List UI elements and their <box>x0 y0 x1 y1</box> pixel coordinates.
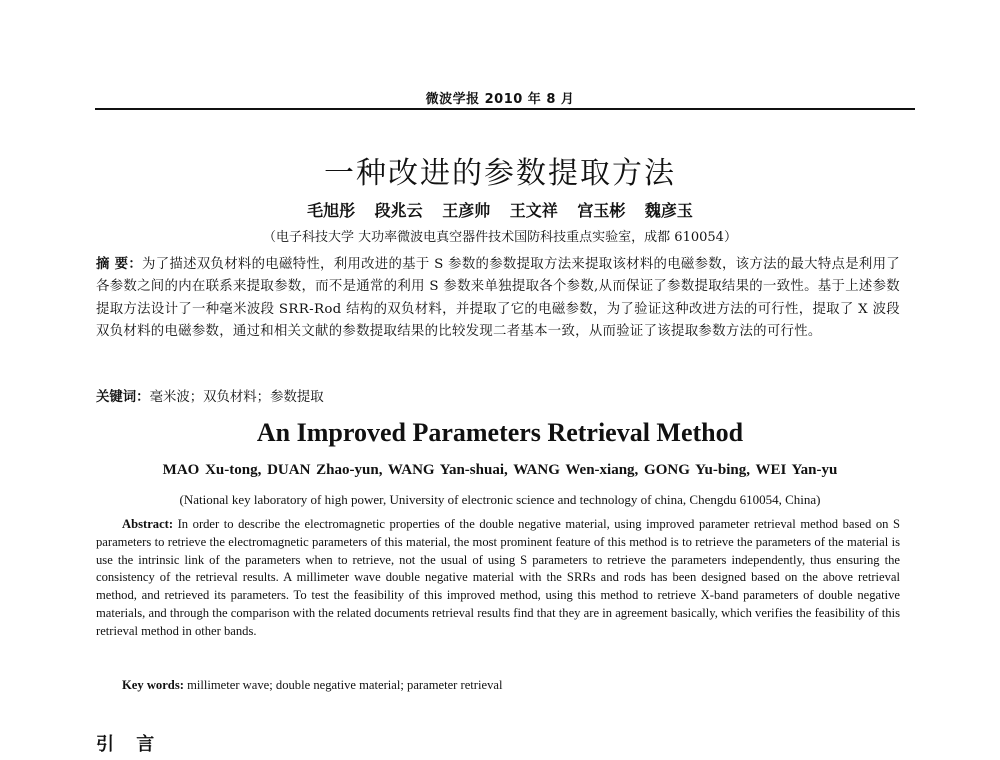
chinese-authors: 毛旭彤 段兆云 王彦帅 王文祥 宫玉彬 魏彦玉 <box>307 201 693 220</box>
journal-header: 微波学报 2010 年 8 月 <box>425 92 575 107</box>
chinese-abstract-text: 为了描述双负材料的电磁特性，利用改进的基于 S 参数的参数提取方法来提取该材料的电磁参数，该方法的最大特点是利用了各参数之间的内在联系来提取参数，而不是通常的利用 S 参数来单独提取各个参数,从而保证了参数提取结果的一致性。基于上述参数提取方法设计了一种毫米波段 SRR-Rod 结构的双负材料，并提取了它的电磁参数，为了验证这种改进方法的可行性，提取了 X 波段双负材料的电磁参数，通过和相关文献的参数提取结果的比较发现二者基本一致，从而验证了该提取参数方法的可行性。 <box>96 257 900 340</box>
chinese-keywords-label: 关键词： <box>96 390 150 405</box>
english-affiliation: (National key laboratory of high power, University of electronic science and technology of china, Chengdu 610054, China) <box>179 492 821 507</box>
chinese-keywords <box>96 388 900 408</box>
chinese-keywords-text: 毫米波；双负材料；参数提取 <box>149 390 324 405</box>
english-authors: MAO Xu-tong, DUAN Zhao-yun, WANG Yan-shuai, WANG Wen-xiang, GONG Yu-bing, WEI Yan-yu <box>162 462 838 478</box>
introduction-heading: 引 言 <box>96 734 163 755</box>
english-abstract <box>96 516 900 641</box>
english-keywords-label: Key words: <box>122 678 184 692</box>
english-abstract-text: In order to describe the electromagnetic properties of the double negative material, using improved parameter retrieval method based on S parameters to retrieve the electromagnetic parameters of this material, the most prominent feature of this method is to retrieve the parameters of the material is use the intrinsic link of the parameters when to retrieve, not the usual of using S parameters to retrieve the parameters independently, thus ensuring the consistency of the retrieval results. A millimeter wave double negative material with the SRRs and rods has been designed based on the above retrieval method, and retrieved its parameters. To test the feasibility of this improved method, using this method to retrieve X-band parameters of double negative materials, and through the comparison with the related documents retrieval results find that they are in agreement basically, which verifies the feasibility of this retrieval method in other bands. <box>96 517 900 638</box>
header-rule <box>95 108 915 110</box>
chinese-affiliation: （电子科技大学 大功率微波电真空器件技术国防科技重点实验室，成都 610054） <box>263 230 737 245</box>
chinese-title: 一种改进的参数提取方法 <box>324 156 676 191</box>
english-keywords <box>122 678 902 693</box>
chinese-abstract-label: 摘 要： <box>96 257 143 272</box>
english-title: An Improved Parameters Retrieval Method <box>256 418 744 447</box>
english-keywords-text: millimeter wave; double negative material; parameter retrieval <box>187 678 503 692</box>
chinese-abstract <box>96 254 900 344</box>
english-abstract-label: Abstract: <box>122 517 174 531</box>
